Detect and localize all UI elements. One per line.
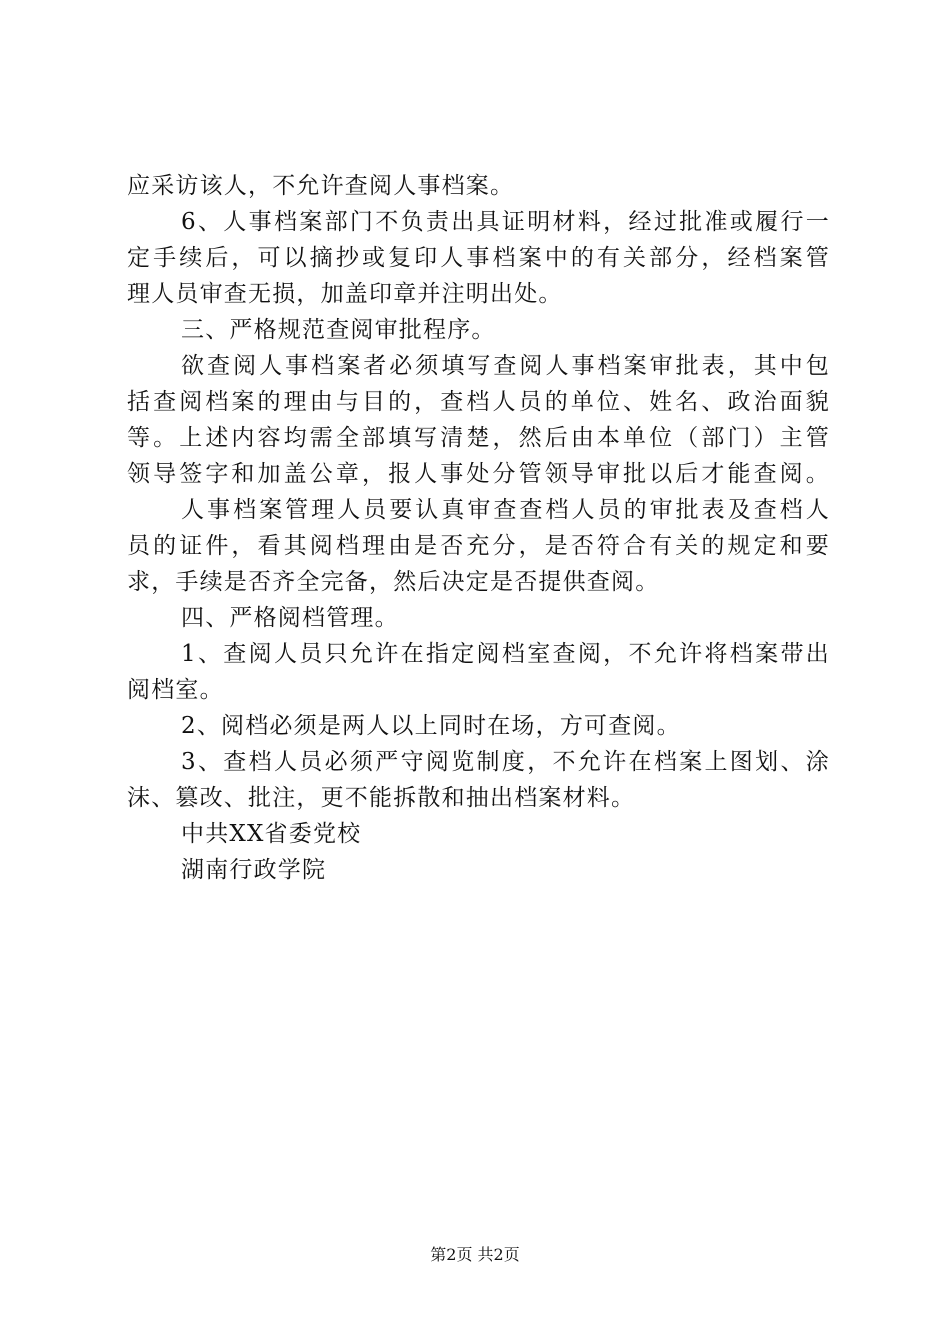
text-line: 理人员审查无损，加盖印章并注明出处。 bbox=[127, 281, 563, 307]
page-number-footer: 第2页 共2页 bbox=[430, 1245, 520, 1264]
text-line: 1、查阅人员只允许在指定阅档室查阅，不允许将档案带出 bbox=[181, 641, 830, 667]
text-line: 等。上述内容均需全部填写清楚，然后由本单位（部门）主管 bbox=[127, 425, 830, 451]
text-line: 员的证件，看其阅档理由是否充分，是否符合有关的规定和要 bbox=[127, 533, 830, 559]
text-line: 3、查档人员必须严守阅览制度，不允许在档案上图划、涂 bbox=[181, 749, 830, 775]
signature-organization: 湖南行政学院 bbox=[181, 857, 327, 883]
text-line: 求，手续是否齐全完备，然后决定是否提供查阅。 bbox=[127, 569, 660, 595]
text-line: 阅档室。 bbox=[127, 677, 224, 703]
text-line: 2、阅档必须是两人以上同时在场，方可查阅。 bbox=[181, 713, 681, 739]
signature-organization: 中共XX省委党校 bbox=[181, 821, 362, 847]
text-line: 定手续后，可以摘抄或复印人事档案中的有关部分，经档案管 bbox=[127, 245, 830, 271]
text-line: 人事档案管理人员要认真审查查档人员的审批表及查档人 bbox=[181, 497, 830, 523]
text-line: 领导签字和加盖公章，报人事处分管领导审批以后才能查阅。 bbox=[127, 461, 830, 487]
section-heading: 三、严格规范查阅审批程序。 bbox=[181, 317, 496, 343]
document-body bbox=[127, 168, 830, 888]
text-line: 欲查阅人事档案者必须填写查阅人事档案审批表，其中包 bbox=[181, 353, 830, 379]
text-line: 应采访该人，不允许查阅人事档案。 bbox=[127, 173, 515, 199]
text-line: 6、人事档案部门不负责出具证明材料，经过批准或履行一 bbox=[181, 209, 830, 235]
text-line: 括查阅档案的理由与目的，查档人员的单位、姓名、政治面貌 bbox=[127, 389, 830, 415]
section-heading: 四、严格阅档管理。 bbox=[181, 605, 399, 631]
text-line: 沫、篡改、批注，更不能拆散和抽出档案材料。 bbox=[127, 785, 636, 811]
